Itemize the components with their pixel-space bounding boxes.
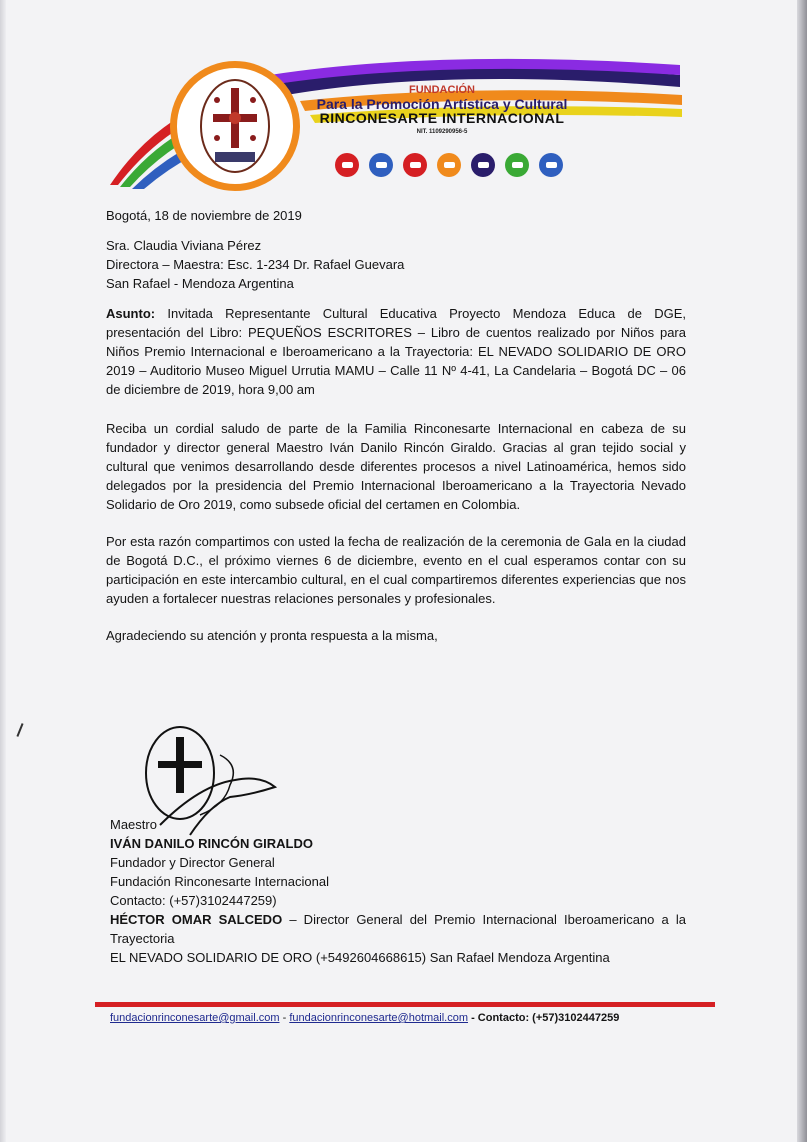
footer-email-hotmail[interactable]: fundacionrinconesarte@hotmail.com bbox=[289, 1012, 469, 1024]
letterhead bbox=[110, 55, 700, 195]
subject-label: Asunto: bbox=[106, 306, 156, 321]
cross-emblem-icon bbox=[199, 78, 271, 174]
page-edge-left bbox=[0, 0, 6, 1142]
signatory-name: IVÁN DANILO RINCÓN GIRALDO bbox=[110, 836, 313, 851]
body-paragraph-1: Reciba un cordial saludo de parte de la Familia Rinconesarte Internacional en cabeza de su fundador y director general Maestro Iván Danilo Rincón Giraldo. Gracias al gran tejido social y cultural que venimos desarrollando desde diferentes procesos a nivel Latinoamérica, hemos sido delegados por la presidencia del Premio Internacional Iberoamericano a la Trayectoria Nevado Solidario de Oro 2019, como subsede oficial del certamen en Colombia. bbox=[106, 421, 686, 512]
name-line-3: RINCONESARTE INTERNACIONAL bbox=[319, 110, 565, 127]
program-icon bbox=[335, 153, 359, 177]
program-icons bbox=[335, 153, 563, 177]
signatory-contact: Contacto: (+57)3102447259) bbox=[110, 893, 277, 908]
signatory-org: Fundación Rinconesarte Internacional bbox=[110, 874, 329, 889]
program-icon bbox=[539, 153, 563, 177]
program-icon bbox=[403, 153, 427, 177]
closing-line: Agradeciendo su atención y pronta respuesta a la misma, bbox=[106, 628, 438, 643]
footer-divider bbox=[95, 1002, 715, 1007]
name-line-2: Para la Promoción Artística y Cultural bbox=[316, 95, 568, 112]
signatory-title: Maestro bbox=[110, 817, 157, 832]
foundation-logo bbox=[170, 61, 300, 191]
page-edge-right bbox=[797, 0, 807, 1142]
footer-separator: - bbox=[279, 1012, 290, 1024]
second-signatory-name: HÉCTOR OMAR SALCEDO bbox=[110, 912, 283, 927]
footer-phone: - Contacto: (+57)3102447259 bbox=[468, 1012, 620, 1024]
letter-date: Bogotá, 18 de noviembre de 2019 bbox=[106, 208, 302, 223]
subject-block bbox=[106, 304, 686, 399]
recipient-role: Directora – Maestra: Esc. 1-234 Dr. Rafael Guevara bbox=[106, 257, 405, 272]
recipient-name: Sra. Claudia Viviana Pérez bbox=[106, 238, 262, 253]
body-paragraph-2: Por esta razón compartimos con usted la fecha de realización de la ceremonia de Gala en la ciudad de Bogotá D.C., el próximo viernes 6 de diciembre, evento en el cual esperamos contar con su participación en este intercambio cultural, en el cual compartiremos diferentes experiencias que nos ayuden a fortalecer nuestras relaciones personales y profesionales. bbox=[106, 534, 686, 606]
pen-mark bbox=[16, 723, 23, 737]
nit-number: NIT. 1109290956-5 bbox=[416, 128, 468, 135]
program-icon bbox=[471, 153, 495, 177]
foundation-name bbox=[292, 85, 592, 135]
second-signatory-role: – Director General del Premio Internacional Iberoamericano a la Trayectoria bbox=[110, 912, 686, 946]
recipient-city: San Rafael - Mendoza Argentina bbox=[106, 276, 294, 291]
signatory-role: Fundador y Director General bbox=[110, 855, 275, 870]
signature-stamp bbox=[140, 725, 290, 840]
second-signatory bbox=[110, 910, 686, 948]
program-icon bbox=[437, 153, 461, 177]
program-icon bbox=[369, 153, 393, 177]
subject-text: Invitada Representante Cultural Educativa Proyecto Mendoza Educa de DGE, presentación del Libro: PEQUEÑOS ESCRITORES – Libro de cuentos realizado por Niños para Niños Premio Internacional e Iberoamericano a la Trayectoria: EL NEVADO SOLIDARIO DE ORO 2019 – Auditorio Museo Miguel Urrutia MAMU – Calle 11 Nº 4-41, La Candelaria – Bogotá DC – 06 de diciembre de 2019, hora 9,00 am bbox=[106, 306, 686, 397]
program-icon bbox=[505, 153, 529, 177]
footer-email-gmail[interactable]: fundacionrinconesarte@gmail.com bbox=[110, 1012, 280, 1024]
second-signatory-line: EL NEVADO SOLIDARIO DE ORO (+5492604668615) San Rafael Mendoza Argentina bbox=[110, 950, 610, 965]
footer-contact bbox=[110, 1012, 710, 1024]
name-line-1: FUNDACIÓN bbox=[409, 84, 475, 96]
